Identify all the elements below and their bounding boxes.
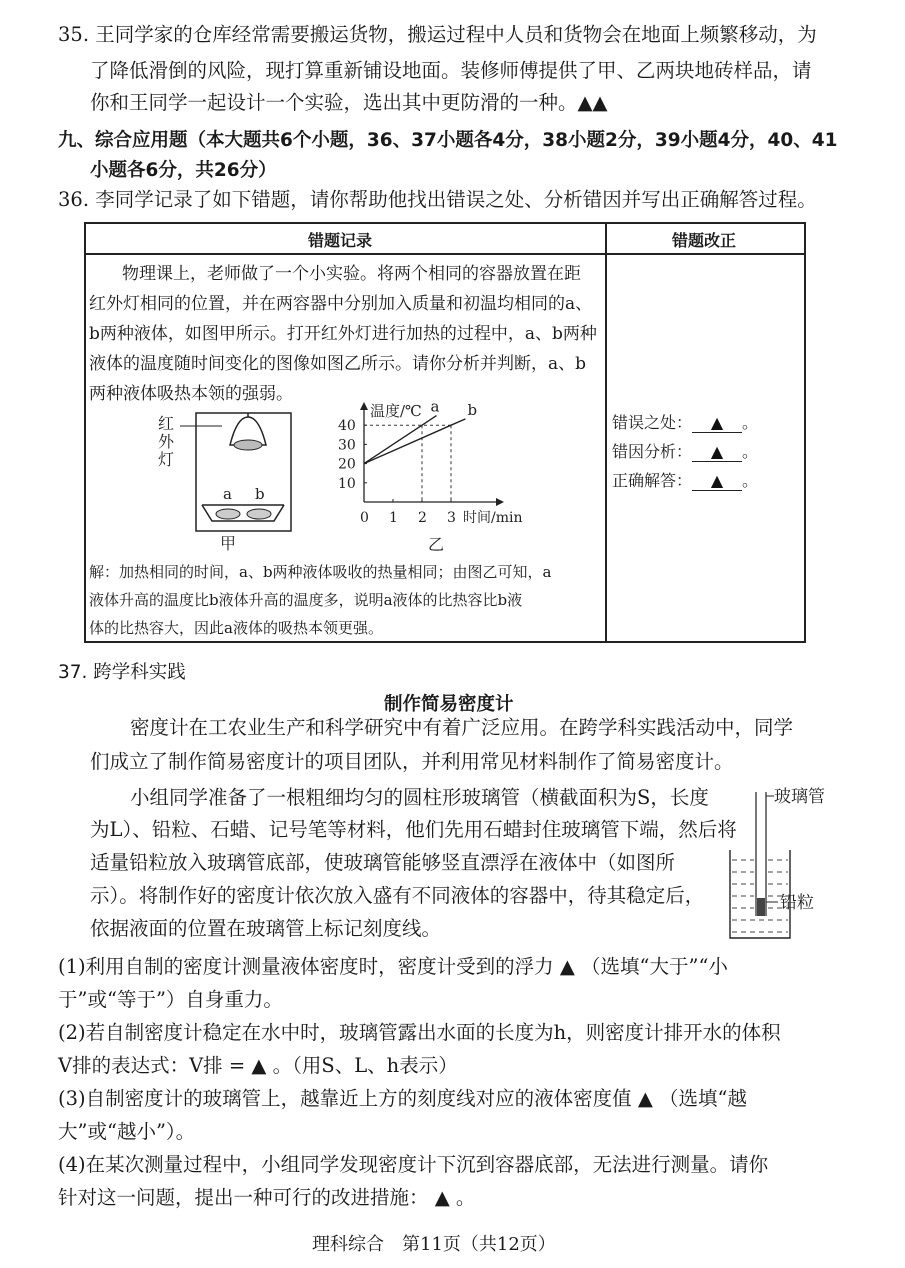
lead-pellets bbox=[757, 898, 765, 916]
page-footer: 理科综合 第11页（共12页） bbox=[312, 1234, 556, 1255]
q37-sub1-line2: 于”或“等于”）自身重力。 bbox=[58, 988, 283, 1011]
y-axis-label: 温度/℃ bbox=[370, 402, 422, 420]
problem-line-2: 红外灯相同的位置，并在两容器中分别加入质量和初温均相同的a、 bbox=[89, 294, 593, 314]
label-lead: 铅粒 bbox=[780, 893, 814, 913]
container-b bbox=[247, 509, 271, 519]
figure-jia bbox=[150, 405, 310, 555]
q37-para1-line1: 密度计在工农业生产和科学研究中有着广泛应用。在跨学科实践活动中，同学 bbox=[130, 716, 794, 739]
caption-yi: 乙 bbox=[428, 535, 445, 554]
x-tick-label-0: 0 bbox=[360, 510, 369, 526]
solution-line-1: 解：加热相同的时间，a、b两种液体吸收的热量相同；由图乙可知，a bbox=[89, 563, 552, 581]
correction-answer bbox=[612, 468, 758, 491]
correct-answer-label: 正确解答： bbox=[612, 471, 693, 490]
jia-box bbox=[196, 413, 291, 531]
q37-para2-line1: 小组同学准备了一根粗细均匀的圆柱形玻璃管（横截面积为S，长度 bbox=[130, 786, 709, 809]
q37-sub2-line2: V排的表达式：V排 = ▲ 。（用S、L、h表示） bbox=[58, 1054, 458, 1077]
y-axis-arrow bbox=[360, 402, 368, 410]
table-column-divider bbox=[605, 222, 607, 643]
x-axis-label: 时间/min bbox=[463, 510, 523, 526]
lamp-char-3: 灯 bbox=[158, 450, 175, 469]
lamp-char-2: 外 bbox=[158, 432, 175, 451]
q37-sub3-line2: 大”或“越小”）。 bbox=[58, 1120, 196, 1143]
y-tick-label-40: 40 bbox=[338, 418, 356, 435]
figure-yi-chart bbox=[330, 398, 550, 558]
solution-line-3: 体的比热容大，因此a液体的吸热本领更强。 bbox=[89, 619, 383, 637]
q36-intro: 36. 李同学记录了如下错题，请你帮助他找出错误之处、分析错因并写出正确解答过程。 bbox=[58, 188, 817, 211]
x-tick-label-2: 2 bbox=[418, 510, 427, 526]
section-heading-1: 九、综合应用题（本大题共6个小题，36、37小题各4分，38小题2分，39小题4分，40、41 bbox=[58, 130, 838, 151]
end-1: 。 bbox=[742, 413, 759, 432]
q35-line-3: 你和王同学一起设计一个实验，选出其中更防滑的一种。▲▲ bbox=[90, 91, 608, 114]
q37-heading: 37. 跨学科实践 bbox=[58, 662, 186, 683]
series-label-b: b bbox=[467, 400, 478, 419]
label-glass-tube: 玻璃管 bbox=[774, 787, 825, 807]
blank-correct-answer[interactable]: ▲ bbox=[710, 471, 724, 490]
table-header-divider bbox=[84, 253, 806, 255]
blank-error-place[interactable]: ▲ bbox=[710, 413, 724, 432]
x-axis-arrow bbox=[496, 498, 504, 506]
problem-line-5: 两种液体吸热本领的强弱。 bbox=[89, 384, 293, 404]
series-line-a bbox=[364, 416, 437, 464]
q37-para2-line3: 适量铅粒放入玻璃管底部，使玻璃管能够竖直漂浮在液体中（如图所 bbox=[90, 851, 676, 874]
q37-para2-line4: 示）。将制作好的密度计依次放入盛有不同液体的容器中，待其稳定后， bbox=[90, 884, 705, 907]
problem-line-3: b两种液体，如图甲所示。打开红外灯进行加热的过程中，a、b两种 bbox=[89, 324, 597, 344]
q37-para2-line2: 为L）、铅粒、石蜡、记号笔等材料，他们先用石蜡封住玻璃管下端，然后将 bbox=[90, 818, 737, 841]
q37-para2-line5: 依据液面的位置在玻璃管上标记刻度线。 bbox=[90, 917, 442, 940]
y-tick-label-30: 30 bbox=[338, 437, 356, 454]
q35-line-1: 35. 王同学家的仓库经常需要搬运货物，搬运过程中人员和货物会在地面上频繁移动，为 bbox=[58, 23, 817, 46]
solution-line-2: 液体升高的温度比b液体升高的温度多，说明a液体的比热容比b液 bbox=[89, 591, 523, 609]
problem-line-4: 液体的温度随时间变化的图像如图乙所示。请你分析并判断，a、b bbox=[89, 354, 587, 374]
density-meter-figure bbox=[720, 784, 860, 944]
problem-line-1: 物理课上，老师做了一个小实验。将两个相同的容器放置在距 bbox=[122, 264, 581, 284]
error-reason-label: 错因分析： bbox=[612, 442, 693, 461]
correction-error-place bbox=[612, 410, 758, 433]
lamp-char-1: 红 bbox=[158, 414, 175, 433]
x-tick-label-1: 1 bbox=[389, 510, 398, 526]
q37-sub3-line1: (3)自制密度计的玻璃管上，越靠近上方的刻度线对应的液体密度值 ▲ （选填“越 bbox=[58, 1087, 747, 1110]
q37-sub4-line1: (4)在某次测量过程中，小组同学发现密度计下沉到容器底部，无法进行测量。请你 bbox=[58, 1153, 769, 1176]
q37-sub2-line1: (2)若自制密度计稳定在水中时，玻璃管露出水面的长度为h，则密度计排开水的体积 bbox=[58, 1021, 781, 1044]
q35-line-2: 了降低滑倒的风险，现打算重新铺设地面。装修师傅提供了甲、乙两块地砖样品，请 bbox=[90, 59, 812, 82]
table-header-record: 错题记录 bbox=[308, 231, 373, 250]
section-heading-2: 小题各6分，共26分） bbox=[90, 160, 277, 181]
table-header-correction: 错题改正 bbox=[672, 231, 737, 250]
lamp-bulb bbox=[234, 440, 262, 450]
container-tray bbox=[202, 505, 284, 521]
error-place-label: 错误之处： bbox=[612, 413, 693, 432]
series-label-a: a bbox=[430, 398, 440, 416]
end-3: 。 bbox=[742, 471, 759, 490]
end-2: 。 bbox=[742, 442, 759, 461]
y-tick-label-10: 10 bbox=[338, 475, 356, 492]
q37-sub1-line1: (1)利用自制的密度计测量液体密度时，密度计受到的浮力 ▲ （选填“大于”“小 bbox=[58, 955, 728, 978]
y-tick-label-20: 20 bbox=[338, 456, 356, 473]
x-tick-label-3: 3 bbox=[447, 510, 456, 526]
container-a bbox=[216, 509, 240, 519]
q37-sub4-line2: 针对这一问题，提出一种可行的改进措施： ▲ 。 bbox=[58, 1186, 476, 1209]
correction-error-reason bbox=[612, 439, 758, 462]
label-b: b bbox=[255, 485, 265, 503]
label-a: a bbox=[223, 485, 232, 503]
q37-para1-line2: 们成立了制作简易密度计的项目团队，并利用常见材料制作了简易密度计。 bbox=[90, 750, 734, 773]
q37-title: 制作简易密度计 bbox=[384, 694, 514, 715]
blank-error-reason[interactable]: ▲ bbox=[710, 442, 724, 461]
caption-jia: 甲 bbox=[220, 534, 237, 553]
